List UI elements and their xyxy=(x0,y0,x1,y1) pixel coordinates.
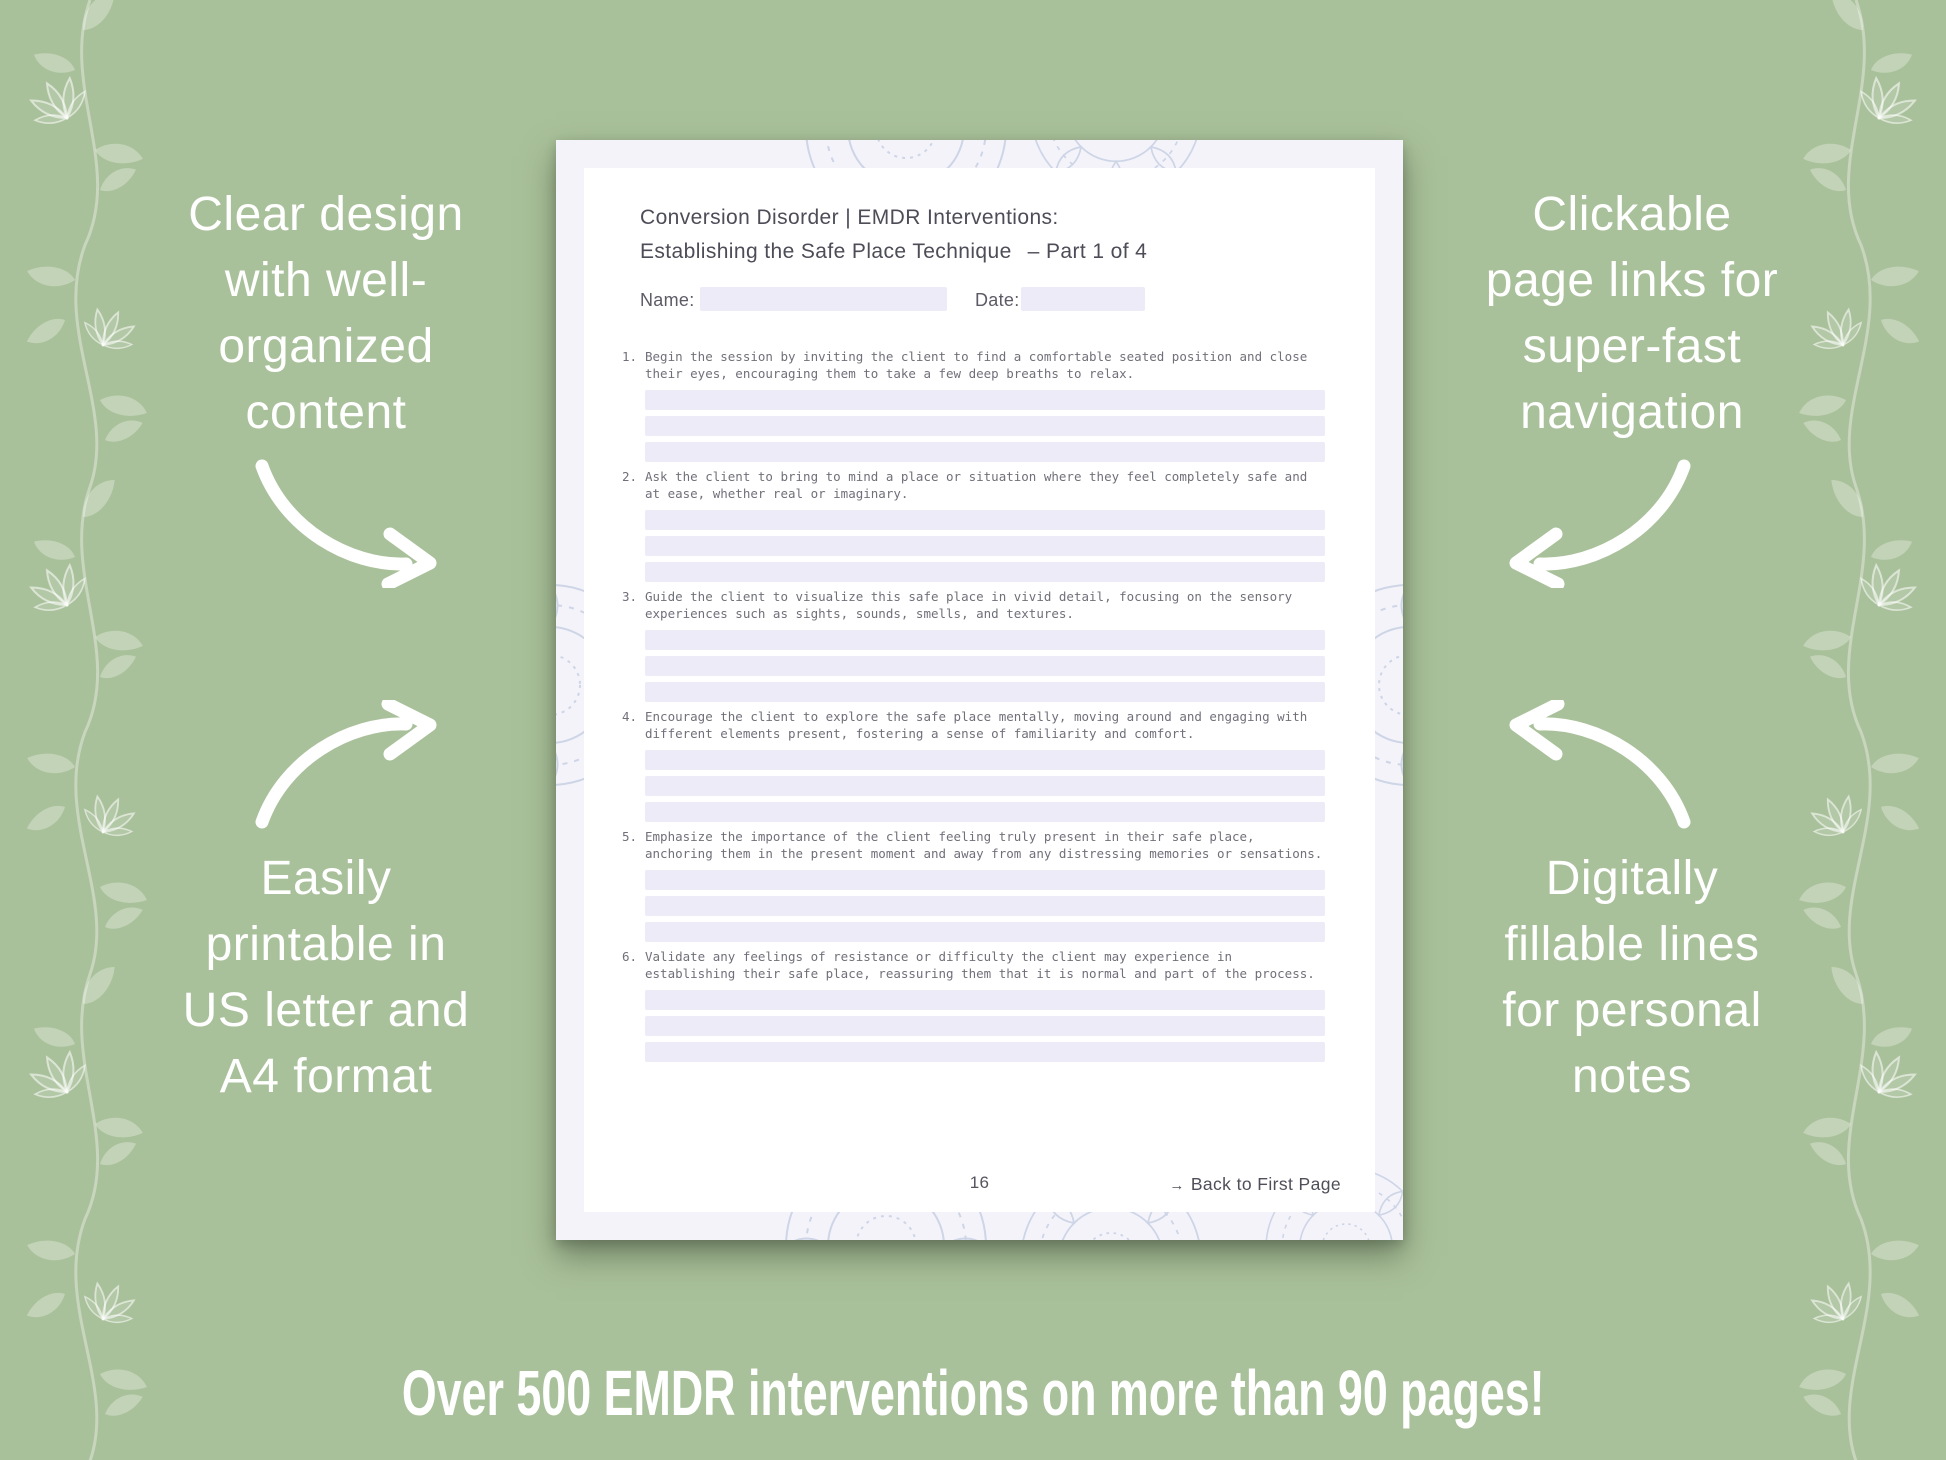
callout-line: organized xyxy=(218,320,434,373)
item-number: 4. xyxy=(622,709,638,724)
item-text-line: different elements present, fostering a sense of familiarity and comfort. xyxy=(645,726,1195,741)
date-input[interactable] xyxy=(1021,287,1145,311)
fillable-line[interactable] xyxy=(645,990,1325,1010)
callout-line: super-fast xyxy=(1522,320,1742,373)
callout-line: navigation xyxy=(1520,386,1744,439)
fillable-line[interactable] xyxy=(645,510,1325,530)
curved-arrow-icon xyxy=(254,458,444,588)
callout-line: Easily xyxy=(260,852,392,905)
fillable-line[interactable] xyxy=(645,416,1325,436)
back-link-label: Back to First Page xyxy=(1190,1174,1341,1194)
item-number: 1. xyxy=(622,349,638,364)
fillable-line[interactable] xyxy=(645,750,1325,770)
bottom-banner xyxy=(0,1356,1946,1430)
list-item xyxy=(622,828,1328,942)
fillable-line[interactable] xyxy=(645,442,1325,462)
callout-line: Clear design xyxy=(188,188,464,241)
back-to-first-page-link[interactable] xyxy=(1169,1174,1341,1195)
item-text-line: at ease, whether real or imaginary. xyxy=(645,486,909,501)
curved-arrow-icon xyxy=(254,700,444,830)
fillable-line[interactable] xyxy=(645,1042,1325,1062)
callout-line: Digitally xyxy=(1545,852,1719,905)
fillable-line[interactable] xyxy=(645,656,1325,676)
item-text-line: anchoring them in the present moment and away from any distressing memories or sensations. xyxy=(645,846,1323,861)
callout-line: printable in xyxy=(205,918,447,971)
callout-line: A4 format xyxy=(219,1050,433,1103)
worksheet-subtitle: Establishing the Safe Place Technique xyxy=(640,240,1012,263)
fillable-line[interactable] xyxy=(645,1016,1325,1036)
item-text-line: Begin the session by inviting the client to find a comfortable seated position and close xyxy=(645,349,1308,364)
list-item xyxy=(622,588,1328,702)
item-text-line: Validate any feelings of resistance or difficulty the client may experience in xyxy=(645,949,1232,964)
worksheet-page xyxy=(556,140,1403,1240)
list-item xyxy=(622,468,1328,582)
item-text-line: their eyes, encouraging them to take a few deep breaths to relax. xyxy=(645,366,1135,381)
page-number: 16 xyxy=(969,1173,990,1192)
fillable-line[interactable] xyxy=(645,922,1325,942)
fillable-line[interactable] xyxy=(645,630,1325,650)
list-item xyxy=(622,948,1328,1062)
item-number: 2. xyxy=(622,469,638,484)
fillable-line[interactable] xyxy=(645,870,1325,890)
date-label: Date: xyxy=(975,290,1020,310)
callout-line: with well- xyxy=(224,254,428,307)
name-input[interactable] xyxy=(700,287,947,311)
callout-line: fillable lines xyxy=(1504,918,1760,971)
item-number: 5. xyxy=(622,829,638,844)
fillable-line[interactable] xyxy=(645,390,1325,410)
worksheet-title-line2 xyxy=(640,240,1147,264)
item-text-line: establishing their safe place, reassuring them that it is normal and part of the process. xyxy=(645,966,1315,981)
worksheet-part-label: – Part 1 of 4 xyxy=(1027,240,1148,263)
callout-clickable-links xyxy=(1432,182,1832,446)
name-label: Name: xyxy=(640,290,695,310)
fillable-line[interactable] xyxy=(645,682,1325,702)
item-text-line: Encourage the client to explore the safe place mentally, moving around and engaging with xyxy=(645,709,1308,724)
list-item xyxy=(622,708,1328,822)
callout-line: for personal xyxy=(1502,984,1762,1037)
right-arrow-icon: → xyxy=(1169,1177,1185,1194)
worksheet-card xyxy=(584,168,1375,1212)
callout-clear-design xyxy=(126,182,526,446)
item-text-line: experiences such as sights, sounds, smells, and textures. xyxy=(645,606,1074,621)
callout-printable xyxy=(126,846,526,1110)
fillable-line[interactable] xyxy=(645,562,1325,582)
curved-arrow-icon xyxy=(1502,700,1692,830)
item-text-line: Ask the client to bring to mind a place or situation where they feel completely safe and xyxy=(645,469,1308,484)
fillable-line[interactable] xyxy=(645,776,1325,796)
callout-line: Clickable xyxy=(1532,188,1732,241)
fillable-line[interactable] xyxy=(645,802,1325,822)
worksheet-title-line1: Conversion Disorder | EMDR Interventions: xyxy=(640,206,1059,229)
item-number: 3. xyxy=(622,589,638,604)
fillable-line[interactable] xyxy=(645,896,1325,916)
callout-line: notes xyxy=(1572,1050,1692,1103)
banner-text: Over 500 EMDR interventions on more than 90 pages! xyxy=(401,1357,1545,1429)
list-item xyxy=(622,348,1328,462)
callout-line: US letter and xyxy=(182,984,470,1037)
fillable-line[interactable] xyxy=(645,536,1325,556)
callout-fillable-lines xyxy=(1432,846,1832,1110)
item-text-line: Emphasize the importance of the client feeling truly present in their safe place, xyxy=(645,829,1255,844)
curved-arrow-icon xyxy=(1502,458,1692,588)
item-text-line: Guide the client to visualize this safe place in vivid detail, focusing on the sensory xyxy=(645,589,1293,604)
item-number: 6. xyxy=(622,949,638,964)
callout-line: page links for xyxy=(1485,254,1779,307)
callout-line: content xyxy=(245,386,407,439)
